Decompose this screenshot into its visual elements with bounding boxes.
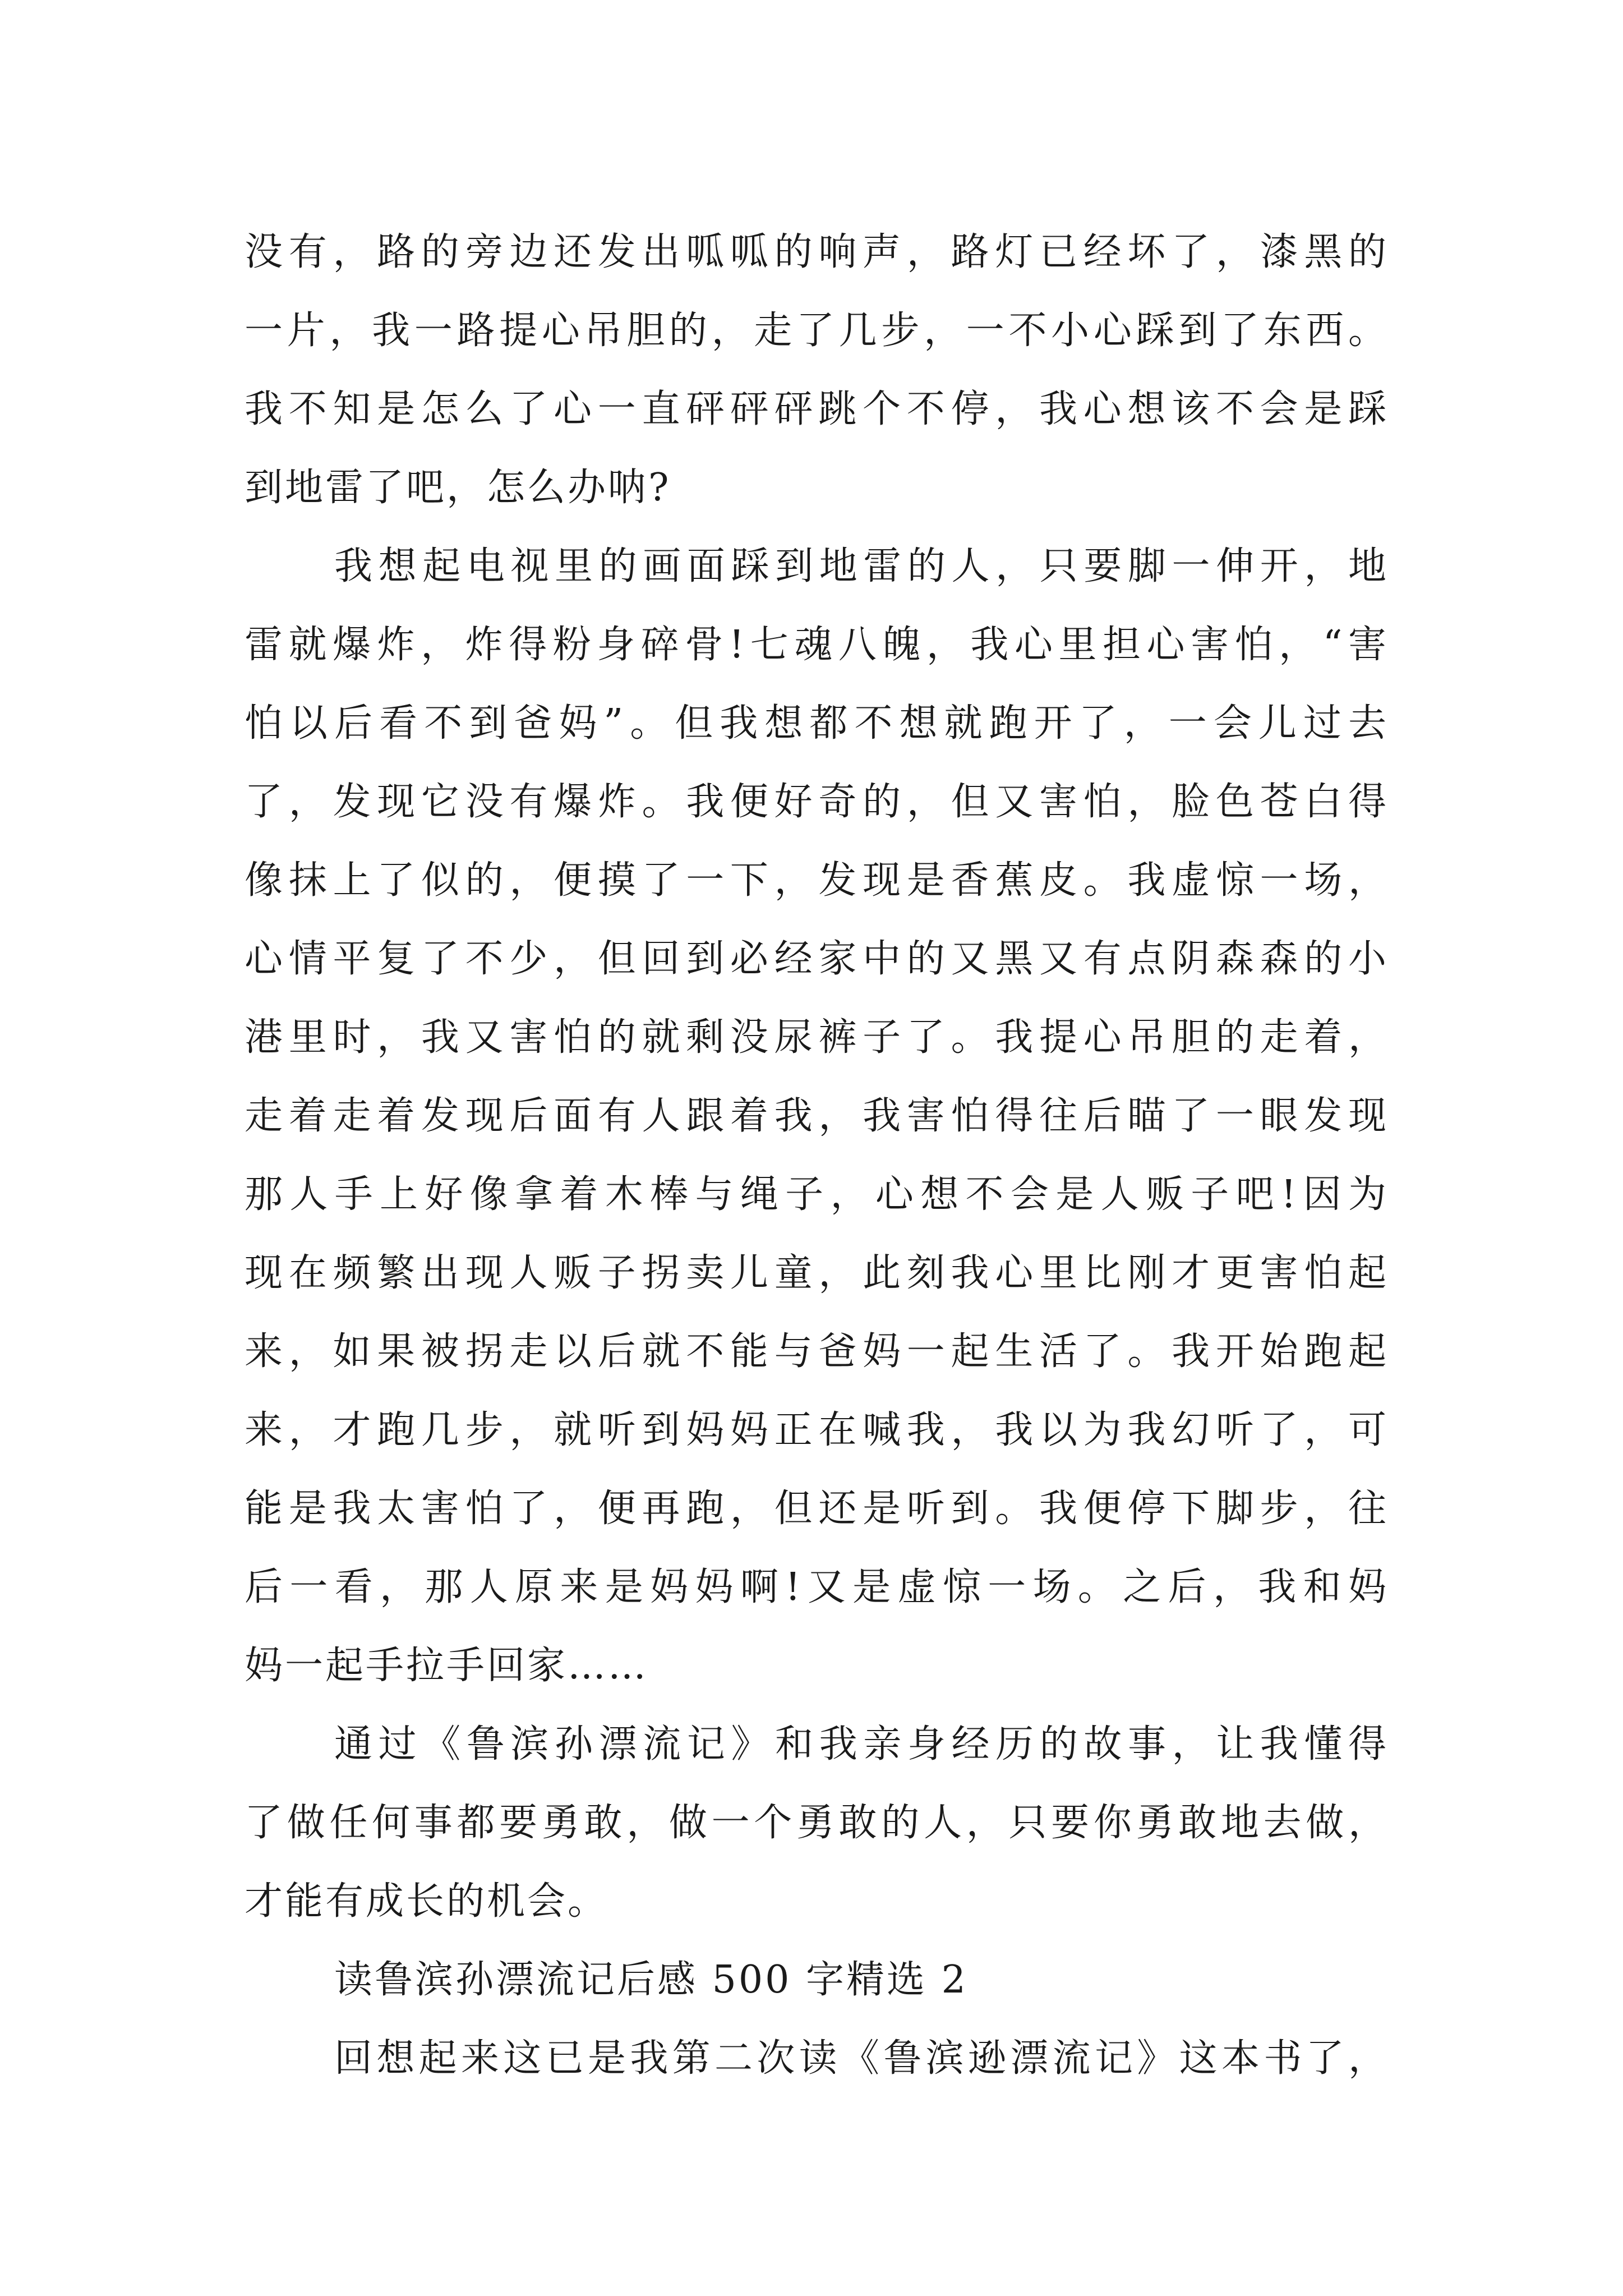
- text-line: 到地雷了吧，怎么办呐?: [245, 466, 671, 510]
- text-line: 来，如果被拐走以后就不能与爸妈一起生活了。我开始跑起: [245, 1329, 1389, 1374]
- text-line: 港里时，我又害怕的就剩没尿裤子了。我提心吊胆的走着，: [245, 1015, 1389, 1060]
- text-line: 一片，我一路提心吊胆的，走了几步，一不小心踩到了东西。: [245, 309, 1389, 353]
- text-line: 怕以后看不到爸妈”。但我想都不想就跑开了，一会儿过去: [245, 701, 1389, 746]
- text-line: 能是我太害怕了，便再跑，但还是听到。我便停下脚步，往: [245, 1487, 1389, 1531]
- text-line: 妈一起手拉手回家……: [245, 1644, 649, 1688]
- text-line: 像抹上了似的，便摸了一下，发现是香蕉皮。我虚惊一场，: [245, 858, 1389, 903]
- text-line: 我想起电视里的画面踩到地雷的人，只要脚一伸开，地: [334, 544, 1389, 588]
- text-line: 走着走着发现后面有人跟着我，我害怕得往后瞄了一眼发现: [245, 1094, 1389, 1138]
- text-line: 没有，路的旁边还发出呱呱的响声，路灯已经坏了，漆黑的: [245, 230, 1389, 274]
- paragraph-2: [245, 527, 1389, 1705]
- text-line: 现在频繁出现人贩子拐卖儿童，此刻我心里比刚才更害怕起: [245, 1251, 1389, 1295]
- text-line: 了，发现它没有爆炸。我便好奇的，但又害怕，脸色苍白得: [245, 780, 1389, 824]
- paragraph-3: [245, 1705, 1389, 1941]
- text-line: 通过《鲁滨孙漂流记》和我亲身经历的故事，让我懂得: [334, 1722, 1389, 1766]
- text-line: 回想起来这已是我第二次读《鲁滨逊漂流记》这本书了，: [334, 2036, 1389, 2081]
- text-line: 心情平复了不少，但回到必经家中的又黑又有点阴森森的小: [245, 937, 1389, 981]
- text-line: 我不知是怎么了心一直砰砰砰跳个不停，我心想该不会是踩: [245, 387, 1389, 431]
- text-line: 才能有成长的机会。: [245, 1879, 608, 1924]
- paragraph-1: [245, 213, 1389, 527]
- document-body: [245, 213, 1389, 2098]
- section-heading: 读鲁滨孙漂流记后感 500 字精选 2: [334, 1958, 968, 2002]
- text-line: 雷就爆炸，炸得粉身碎骨!七魂八魄，我心里担心害怕，“害: [245, 623, 1389, 667]
- text-line: 那人手上好像拿着木棒与绳子，心想不会是人贩子吧!因为: [245, 1172, 1389, 1217]
- text-line: 来，才跑几步，就听到妈妈正在喊我，我以为我幻听了，可: [245, 1408, 1389, 1452]
- text-line: 后一看，那人原来是妈妈啊!又是虚惊一场。之后，我和妈: [245, 1565, 1389, 1609]
- paragraph-4: [245, 2019, 1389, 2098]
- text-line: 了做任何事都要勇敢，做一个勇敢的人，只要你勇敢地去做，: [245, 1801, 1389, 1845]
